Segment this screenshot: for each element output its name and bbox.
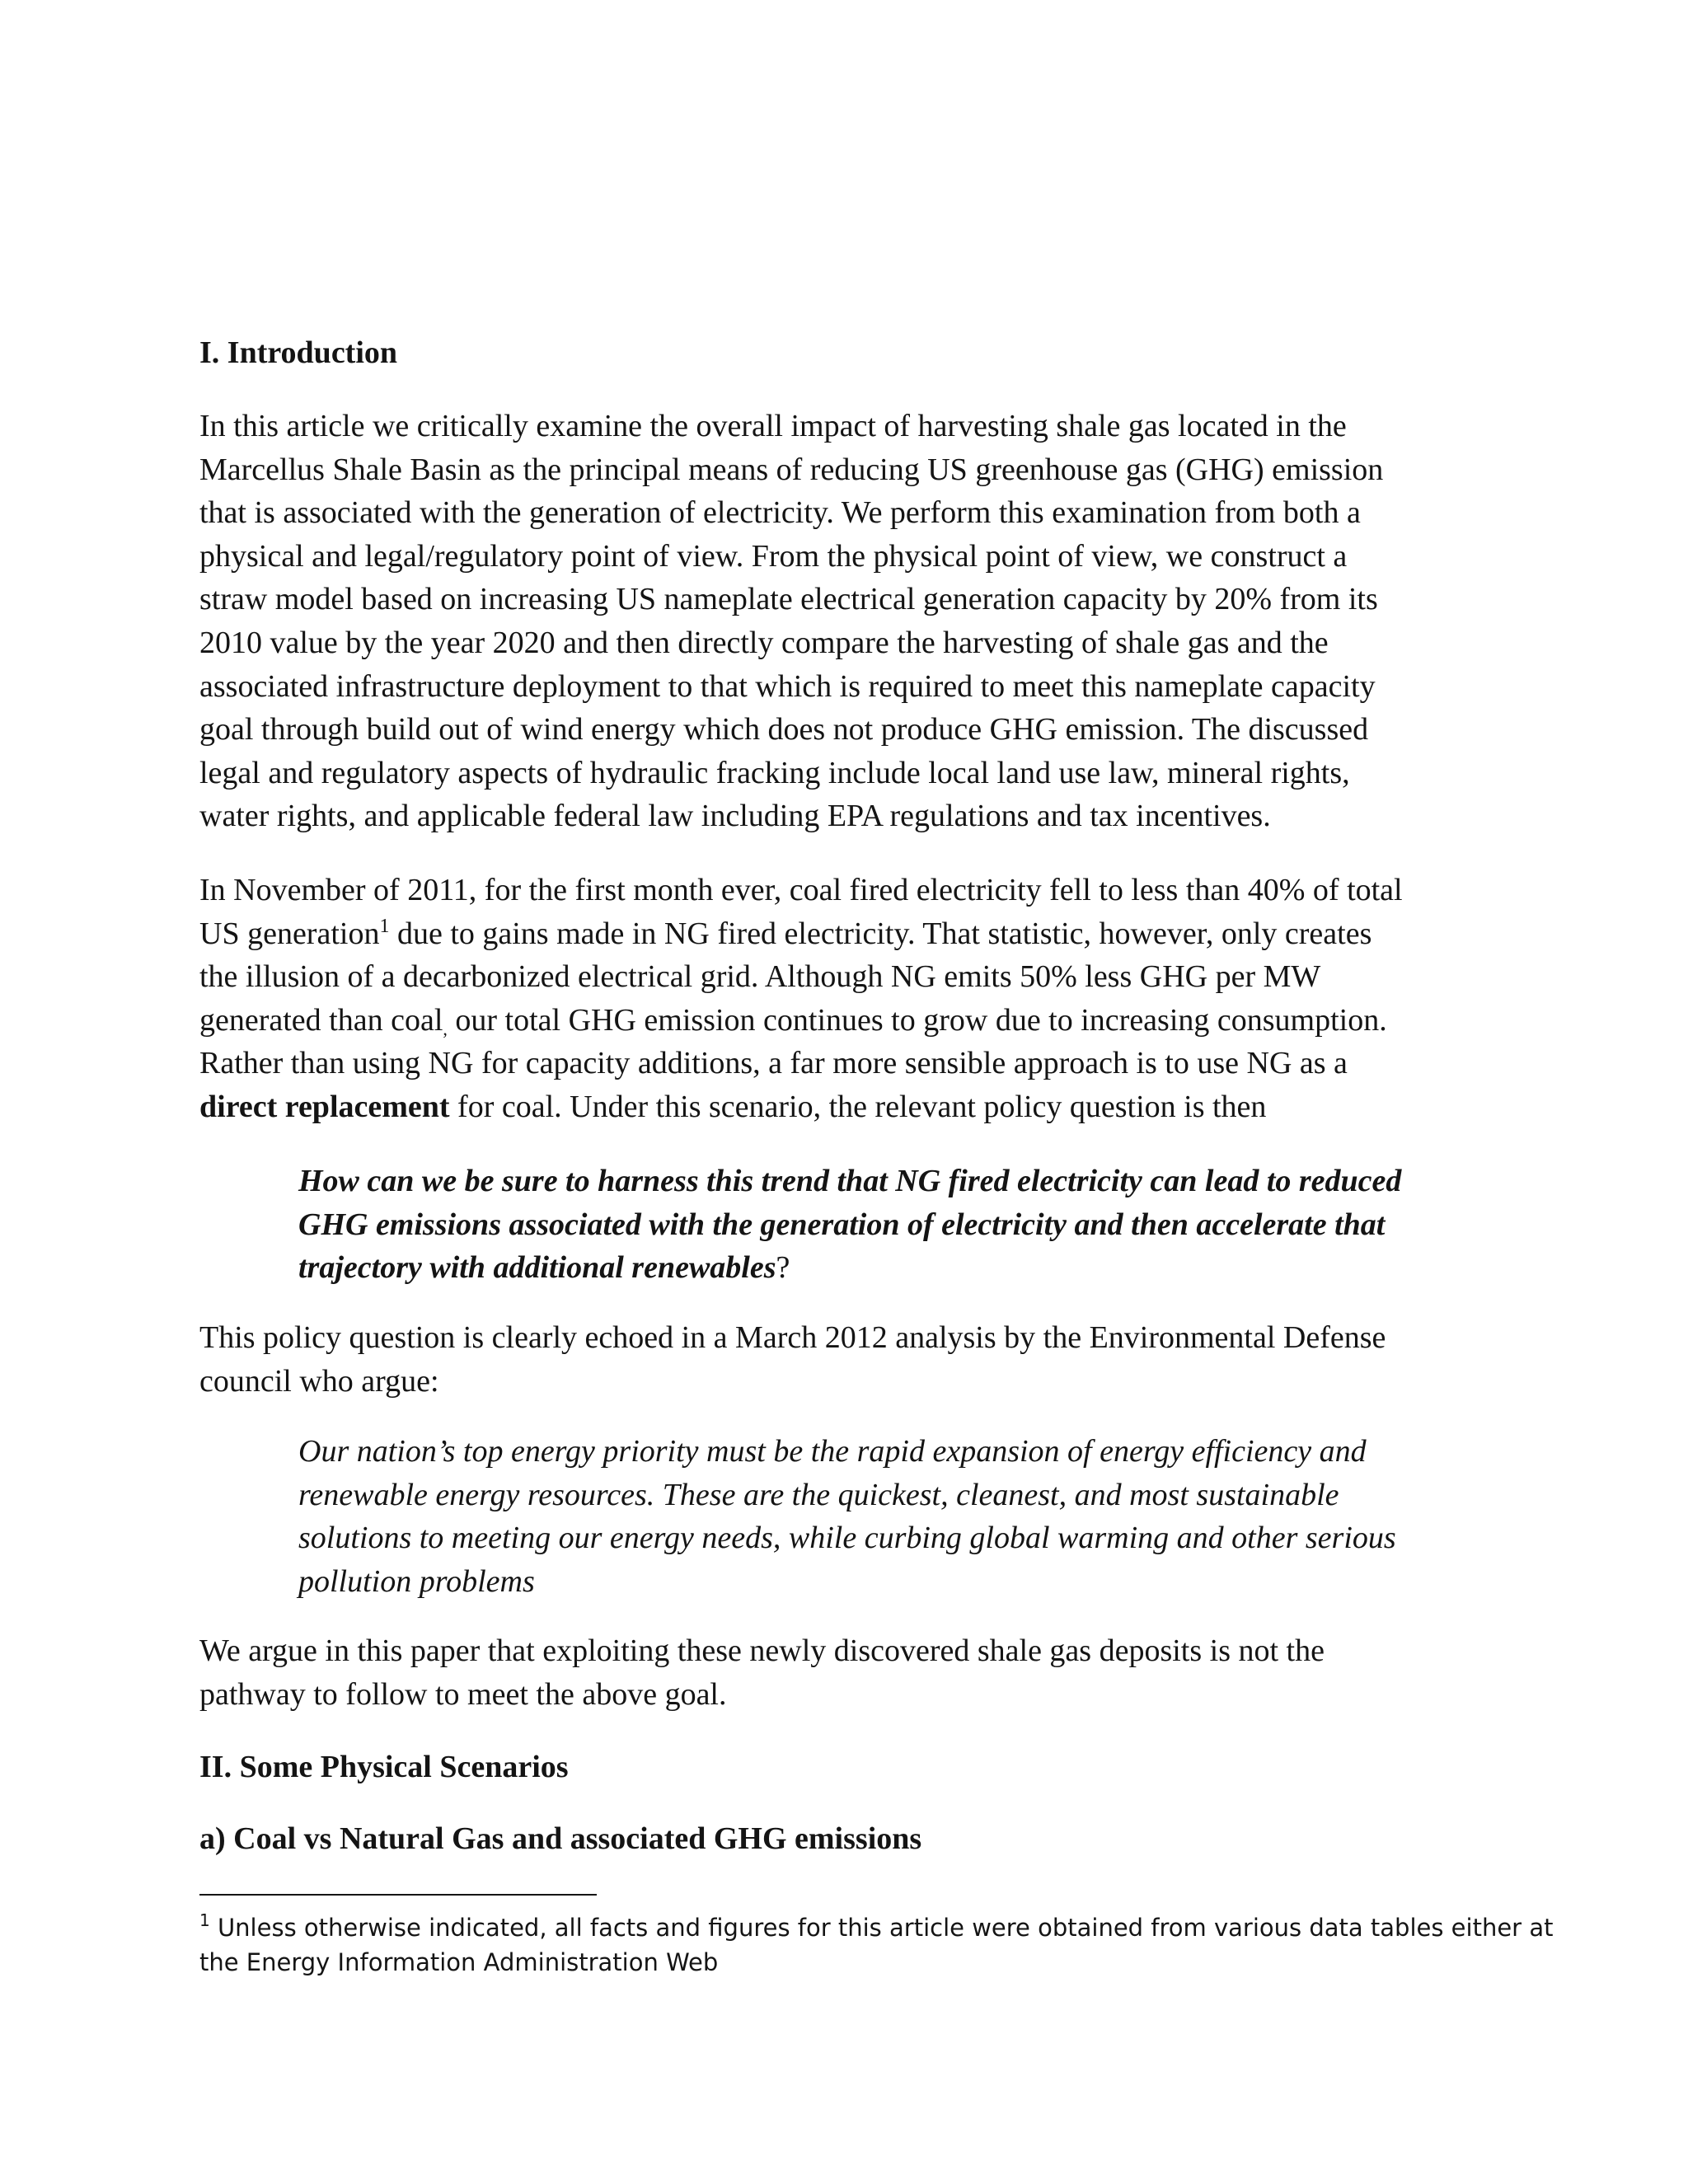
footnote-mark: 1 bbox=[199, 1910, 210, 1930]
text-line: Marcellus Shale Basin as the principal means of reducing US greenhouse gas (GHG) emission bbox=[199, 452, 1384, 487]
text-fragment: due to gains made in NG fired electricity. That statistic, however, only creates bbox=[389, 916, 1372, 951]
text-fragment: Unless otherwise indicated, all facts and figures for this article were obtained from various data tables either at bbox=[209, 1914, 1554, 1942]
quote-line bbox=[298, 1246, 1502, 1290]
text-fragment: generated than coal bbox=[199, 1002, 443, 1038]
question-mark: ? bbox=[776, 1250, 790, 1286]
quote-line: Our nation’s top energy priority must be the rapid expansion of energy efficiency and bbox=[298, 1434, 1367, 1469]
text-line: 2010 value by the year 2020 and then directly compare the harvesting of shale gas and the bbox=[199, 625, 1329, 660]
text-fragment: US generation bbox=[199, 916, 380, 951]
intro-paragraph-4 bbox=[199, 1629, 1502, 1716]
section-heading-introduction bbox=[199, 333, 1502, 373]
quote-line: GHG emissions associated with the generation of electricity and then accelerate that bbox=[298, 1207, 1386, 1242]
text-line: In this article we critically examine the overall impact of harvesting shale gas located in the bbox=[199, 409, 1347, 443]
text-line: legal and regulatory aspects of hydraulic fracking include local land use law, mineral rights, bbox=[199, 755, 1350, 790]
emphasis-bold: direct replacement bbox=[199, 1089, 450, 1124]
quote-line: solutions to meeting our energy needs, while curbing global warming and other serious bbox=[298, 1521, 1396, 1556]
text-line bbox=[199, 1085, 1502, 1129]
quote-line: renewable energy resources. These are the quickest, cleanest, and most sustainable bbox=[298, 1477, 1339, 1512]
text-line: water rights, and applicable federal law including EPA regulations and tax incentives. bbox=[199, 799, 1271, 834]
footnote bbox=[199, 1910, 1554, 1980]
footnote-reference[interactable]: 1 bbox=[379, 915, 390, 937]
text-fragment: for coal. Under this scenario, the relevant policy question is then bbox=[449, 1089, 1267, 1124]
edf-quote bbox=[298, 1430, 1502, 1603]
text-line: the illusion of a decarbonized electrical grid. Although NG emits 50% less GHG per MW bbox=[199, 959, 1321, 995]
text-line: council who argue: bbox=[199, 1363, 439, 1399]
text-line: goal through build out of wind energy which does not produce GHG emission. The discussed bbox=[199, 712, 1369, 748]
text-line bbox=[199, 912, 1502, 956]
section-title: Introduction bbox=[227, 335, 398, 370]
intro-paragraph-2 bbox=[199, 869, 1502, 1129]
text-line: associated infrastructure deployment to that which is required to meet this nameplate capacity bbox=[199, 668, 1376, 704]
text-line: This policy question is clearly echoed in a March 2012 analysis by the Environmental Defense bbox=[199, 1320, 1386, 1355]
footnote-line: the Energy Information Administration Web bbox=[199, 1948, 719, 1976]
text-line: In November of 2011, for the first month ever, coal fired electricity fell to less than 40% of total bbox=[199, 873, 1403, 907]
quote-line: How can we be sure to harness this trend that NG fired electricity can lead to reduced bbox=[298, 1164, 1402, 1198]
text-line: physical and legal/regulatory point of view. From the physical point of view, we construct a bbox=[199, 538, 1348, 574]
text-fragment: trajectory with additional renewables bbox=[298, 1250, 776, 1286]
quote-line: pollution problems bbox=[298, 1563, 535, 1599]
text-line: straw model based on increasing US nameplate electrical generation capacity by 20% from its bbox=[199, 582, 1378, 617]
footnote-line bbox=[199, 1910, 1554, 1945]
text-line: that is associated with the generation of electricity. We perform this examination from both a bbox=[199, 495, 1361, 531]
stray-comma-mark: , bbox=[443, 1018, 448, 1039]
text-line: pathway to follow to meet the above goal. bbox=[199, 1676, 727, 1712]
text-line: Rather than using NG for capacity additions, a far more sensible approach is to use NG as a bbox=[199, 1046, 1348, 1081]
text-line: We argue in this paper that exploiting these newly discovered shale gas deposits is not the bbox=[199, 1633, 1325, 1668]
intro-paragraph-3 bbox=[199, 1316, 1502, 1403]
text-line bbox=[199, 999, 1502, 1043]
policy-question-quote bbox=[298, 1160, 1502, 1290]
section-number: I. bbox=[199, 335, 220, 370]
subsection-heading-coal-vs-gas: a) Coal vs Natural Gas and associated GHG emissions bbox=[199, 1821, 922, 1856]
section-heading-physical-scenarios: II. Some Physical Scenarios bbox=[199, 1750, 569, 1784]
intro-paragraph-1 bbox=[199, 405, 1502, 838]
text-fragment: our total GHG emission continues to grow due to increasing consumption. bbox=[447, 1002, 1387, 1038]
footnote-separator bbox=[199, 1894, 597, 1896]
